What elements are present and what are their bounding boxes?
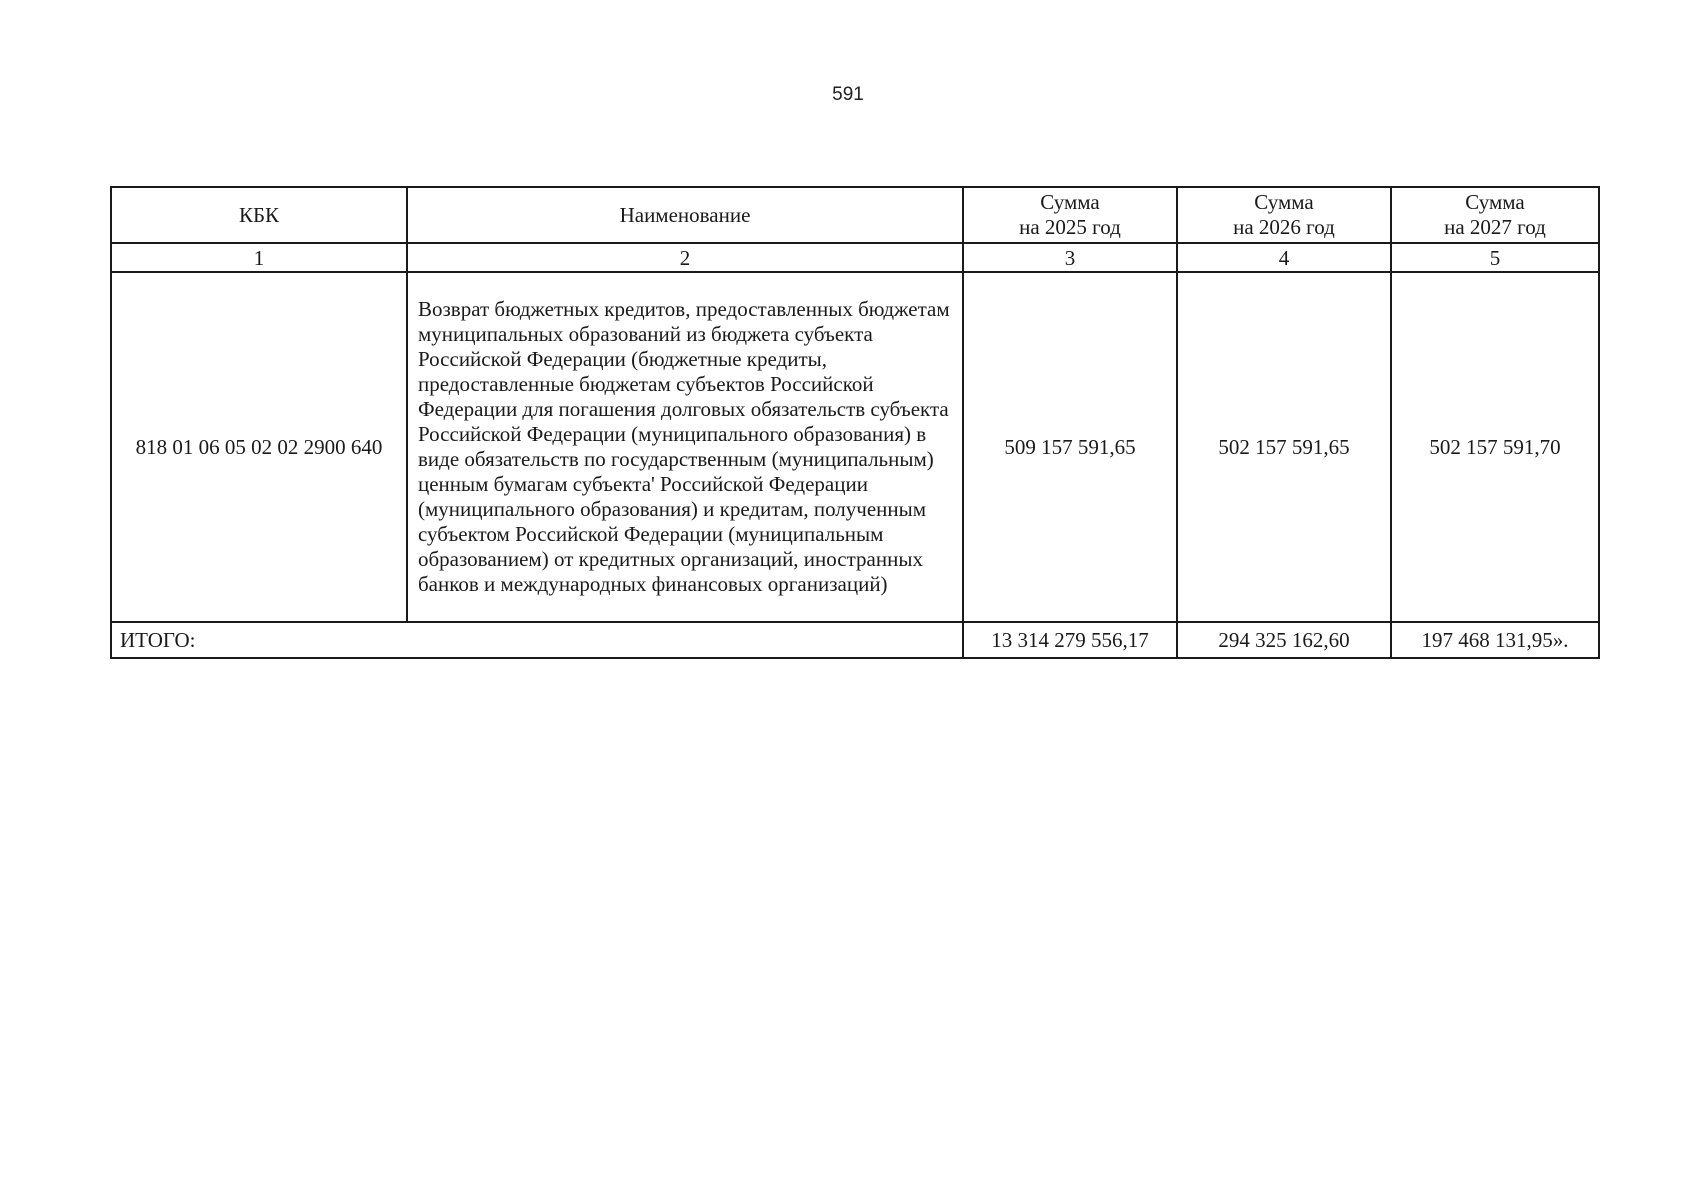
column-number-row: [111, 243, 1599, 272]
header-sum-2026-line2: на 2026 год: [1233, 215, 1335, 239]
kbk-cell: 818 01 06 05 02 02 2900 640: [111, 272, 407, 622]
total-sum-2025: 13 314 279 556,17: [963, 622, 1177, 658]
sum-2025-cell: 509 157 591,65: [963, 272, 1177, 622]
header-name: Наименование: [407, 187, 963, 243]
total-sum-2026: 294 325 162,60: [1177, 622, 1391, 658]
header-kbk: КБК: [111, 187, 407, 243]
page-number: 591: [832, 84, 864, 105]
total-row: [111, 622, 1599, 658]
header-sum-2026-line1: Сумма: [1254, 190, 1314, 214]
header-sum-2027-line2: на 2027 год: [1444, 215, 1546, 239]
column-number: 5: [1391, 243, 1599, 272]
budget-table: [110, 186, 1600, 659]
header-sum-2025: [963, 187, 1177, 243]
total-sum-2027: 197 468 131,95».: [1391, 622, 1599, 658]
name-cell: Возврат бюджетных кредитов, предоставленных бюджетам муниципальных образований из бюджета субъекта Российской Федерации (бюджетные кредиты, предоставленные бюджетам субъектов Российской Федерации для погашения долговых обязательств субъекта Российской Федерации (муниципального образования) в виде обязательств по государственным (муниципальным) ценным бумагам субъекта' Российской Федерации (муниципального образования) и кредитам, полученным субъектом Российской Федерации (муниципальным образованием) от кредитных организаций, иностранных банков и международных финансовых организаций): [407, 272, 963, 622]
column-number: 4: [1177, 243, 1391, 272]
header-sum-2027: [1391, 187, 1599, 243]
sum-2027-cell: 502 157 591,70: [1391, 272, 1599, 622]
sum-2026-cell: 502 157 591,65: [1177, 272, 1391, 622]
header-sum-2026: [1177, 187, 1391, 243]
table-header-row: [111, 187, 1599, 243]
header-sum-2025-line2: на 2025 год: [1019, 215, 1121, 239]
total-label: ИТОГО:: [111, 622, 963, 658]
header-sum-2025-line1: Сумма: [1040, 190, 1100, 214]
header-sum-2027-line1: Сумма: [1465, 190, 1525, 214]
column-number: 2: [407, 243, 963, 272]
column-number: 1: [111, 243, 407, 272]
table-row: [111, 272, 1599, 622]
column-number: 3: [963, 243, 1177, 272]
